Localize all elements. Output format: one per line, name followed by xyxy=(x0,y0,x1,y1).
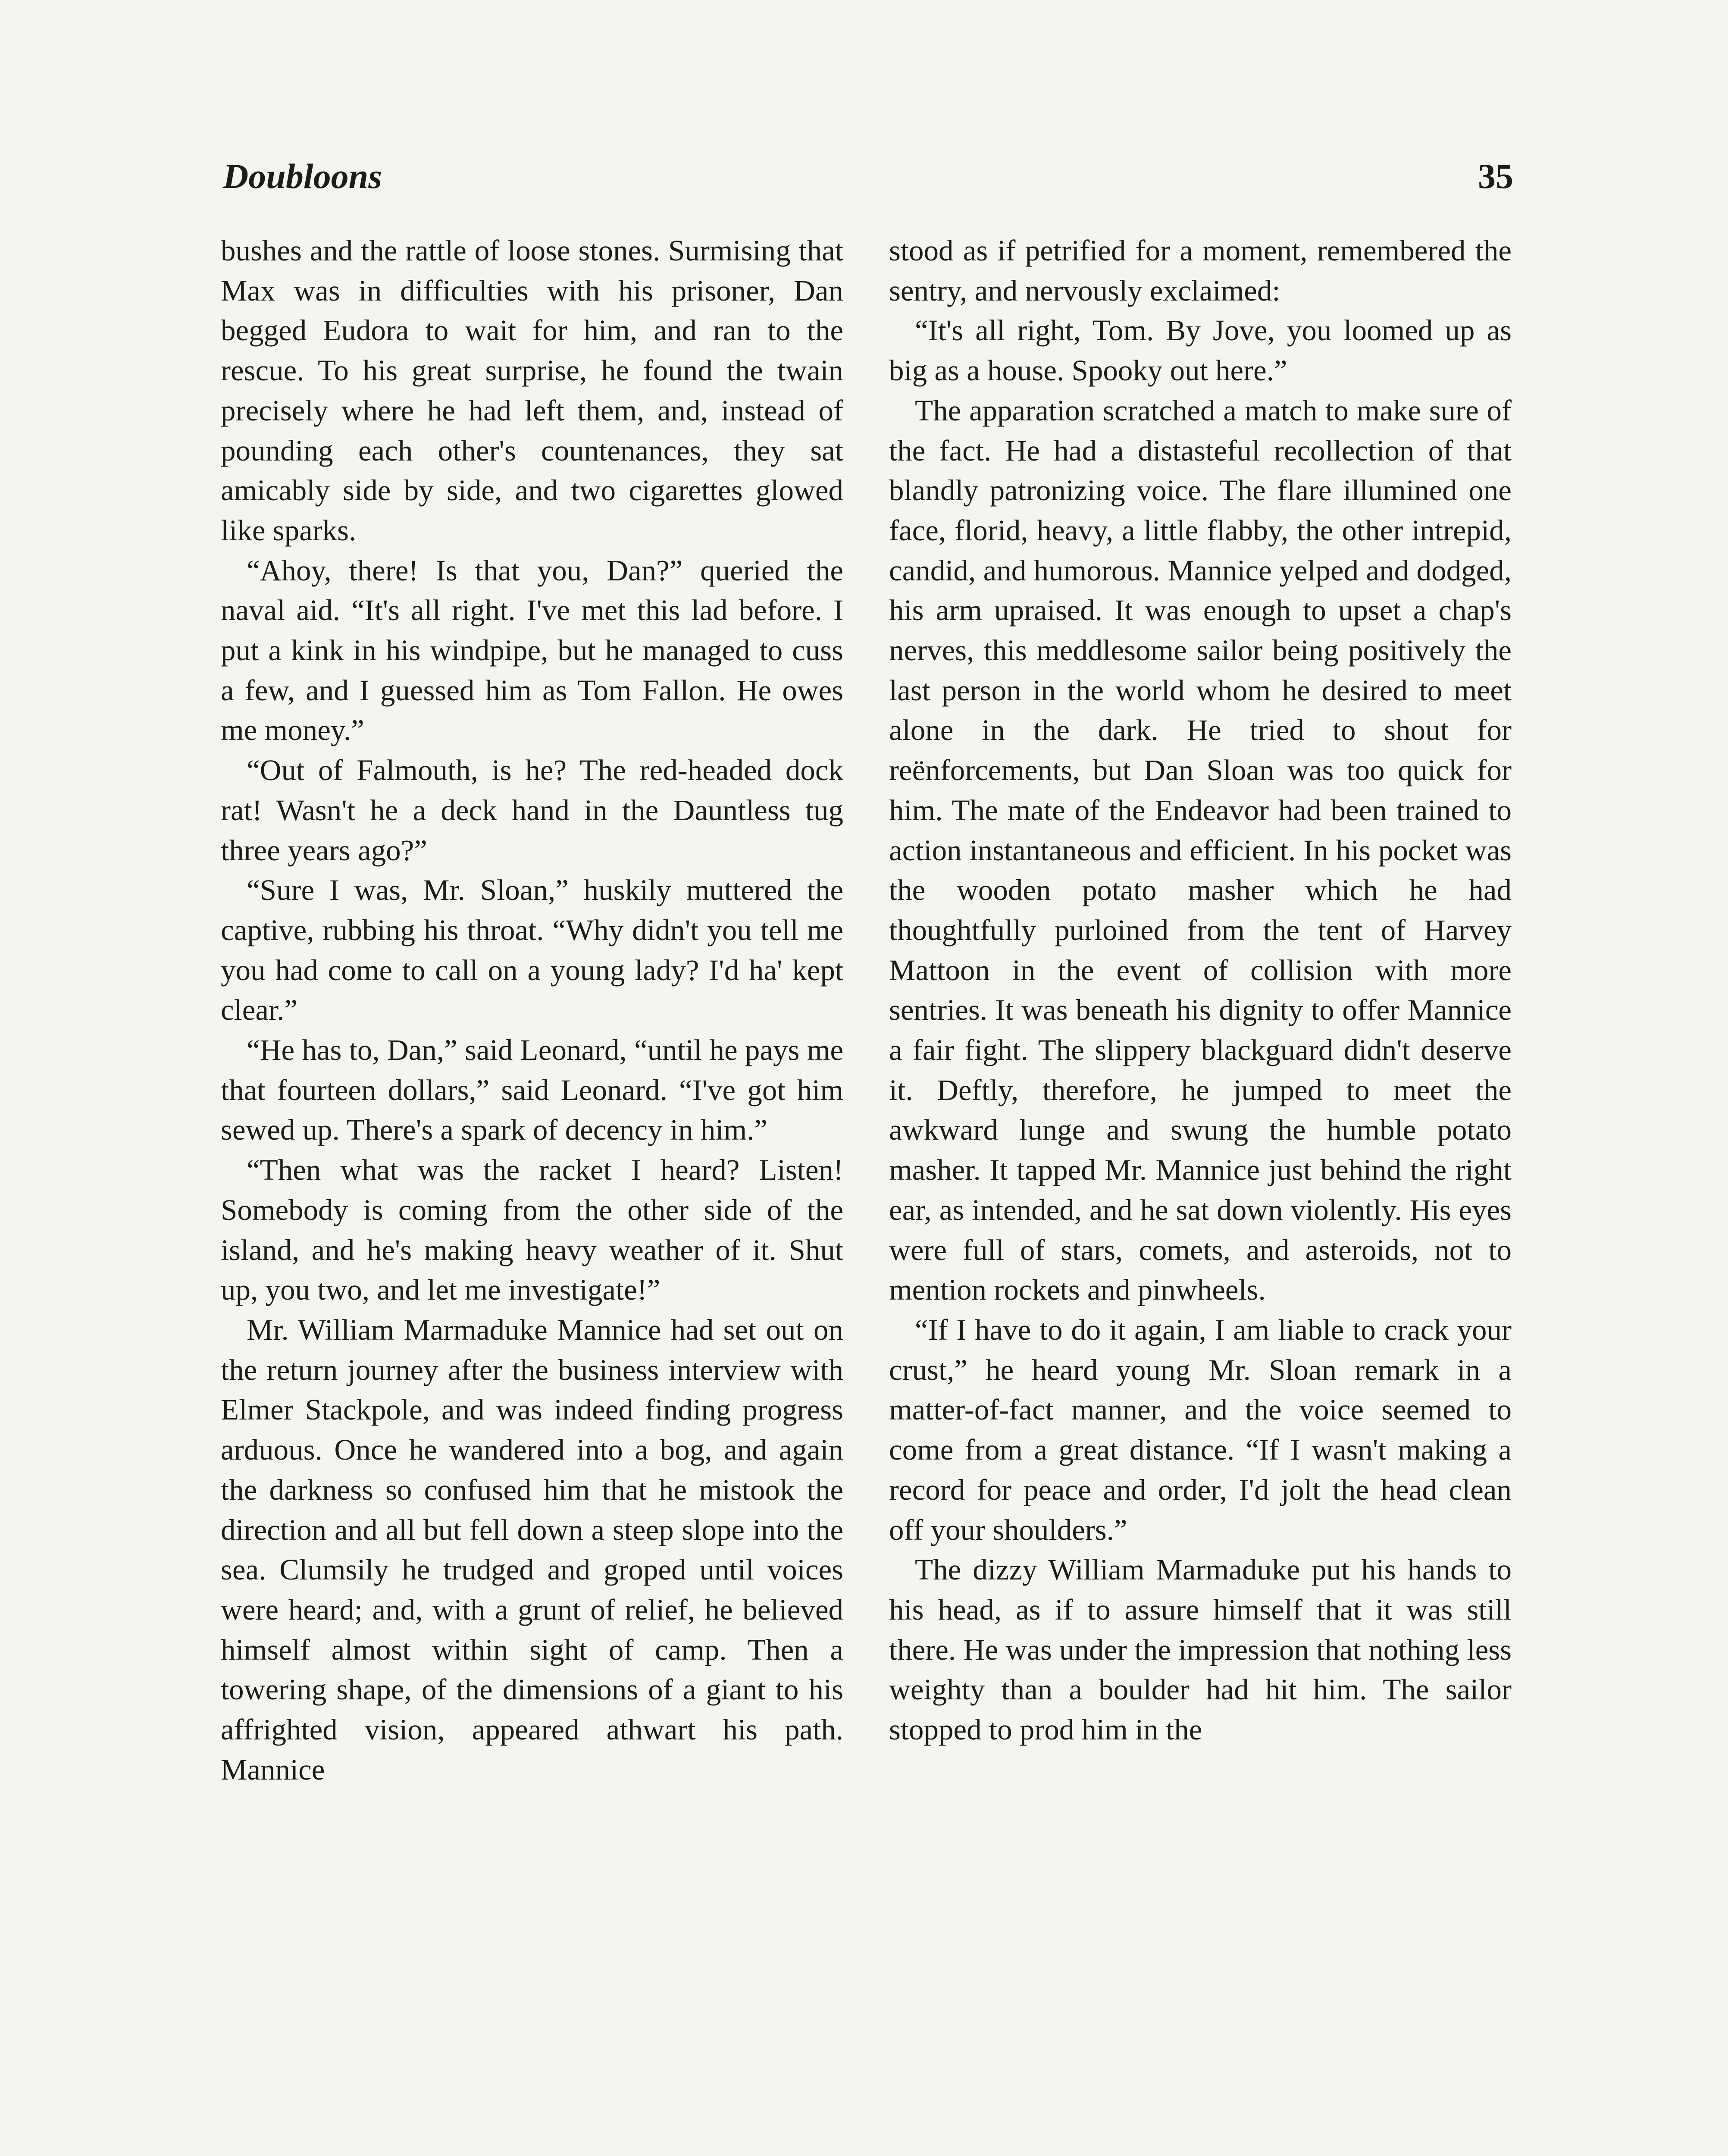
paragraph: Mr. William Marmaduke Mannice had set out on the return journey after the business interview with Elmer Stackpole, and was indeed finding progress arduous. Once he wandered into a bog, and again the darkness so confused him that he mistook the direction and all but fell down a steep slope into the sea. Clumsily he trudged and groped until voices were heard; and, with a grunt of relief, he believed himself almost within sight of camp. Then a towering shape, of the dimensions of a giant to his affrighted vision, appeared athwart his path. Mannice xyxy=(221,1313,843,1786)
paragraph: “Sure I was, Mr. Sloan,” huskily muttered the captive, rubbing his throat. “Why didn't you tell me you had come to call on a young lady? I'd ha' kept clear.” xyxy=(221,874,843,1027)
book-title: Doubloons xyxy=(223,157,382,196)
page-number: 35 xyxy=(1478,157,1513,196)
right-column xyxy=(889,231,1512,1750)
paragraph: “He has to, Dan,” said Leonard, “until he pays me that fourteen dollars,” said Leonard. “I've got him sewed up. There's a spark of decency in him.” xyxy=(221,1034,843,1147)
paragraph: “Ahoy, there! Is that you, Dan?” queried the naval aid. “It's all right. I've met this lad before. I put a kink in his windpipe, but he managed to cuss a few, and I guessed him as Tom Fallon. He owes me money.” xyxy=(221,554,843,747)
paragraph: “Then what was the racket I heard? Listen! Somebody is coming from the other side of the island, and he's making heavy weather of it. Shut up, you two, and let me investigate!” xyxy=(221,1153,843,1307)
paragraph: The apparation scratched a match to make sure of the fact. He had a distasteful recollection of that blandly patronizing voice. The flare illumined one face, florid, heavy, a little flabby, the other intrepid, candid, and humorous. Mannice yelped and dodged, his arm upraised. It was enough to upset a chap's nerves, this meddlesome sailor being positively the last person in the world whom he desired to meet alone in the dark. He tried to shout for reënforcements, but Dan Sloan was too quick for him. The mate of the Endeavor had been trained to action instantaneous and efficient. In his pocket was the wooden potato masher which he had thoughtfully purloined from the tent of Harvey Mattoon in the event of collision with more sentries. It was beneath his dignity to offer Mannice a fair fight. The slippery blackguard didn't deserve it. Deftly, therefore, he jumped to meet the awkward lunge and swung the humble potato masher. It tapped Mr. Mannice just behind the right ear, as intended, and he sat down violently. His eyes were full of stars, comets, and asteroids, not to mention rockets and pinwheels. xyxy=(889,394,1512,1307)
paragraph: The dizzy William Marmaduke put his hands to his head, as if to assure himself that it was still there. He was under the impression that nothing less weighty than a boulder had hit him. The sailor stopped to prod him in the xyxy=(889,1553,1512,1746)
paragraph: “If I have to do it again, I am liable to crack your crust,” he heard young Mr. Sloan remark in a matter-of-fact manner, and the voice seemed to come from a great distance. “If I wasn't making a record for peace and order, I'd jolt the head clean off your shoulders.” xyxy=(889,1313,1512,1546)
paragraph: stood as if petrified for a moment, remembered the sentry, and nervously exclaimed: xyxy=(889,234,1512,307)
paragraph: “Out of Falmouth, is he? The red-headed dock rat! Wasn't he a deck hand in the Dauntless tug three years ago?” xyxy=(221,754,843,867)
paragraph: “It's all right, Tom. By Jove, you loomed up as big as a house. Spooky out here.” xyxy=(889,314,1512,387)
running-head xyxy=(223,156,1513,204)
left-column xyxy=(221,231,843,1789)
paragraph: bushes and the rattle of loose stones. Surmising that Max was in difficulties with his prisoner, Dan begged Eudora to wait for him, and ran to the rescue. To his great surprise, he found the twain precisely where he had left them, and, instead of pounding each other's countenances, they sat amicably side by side, and two cigarettes glowed like sparks. xyxy=(221,234,843,547)
